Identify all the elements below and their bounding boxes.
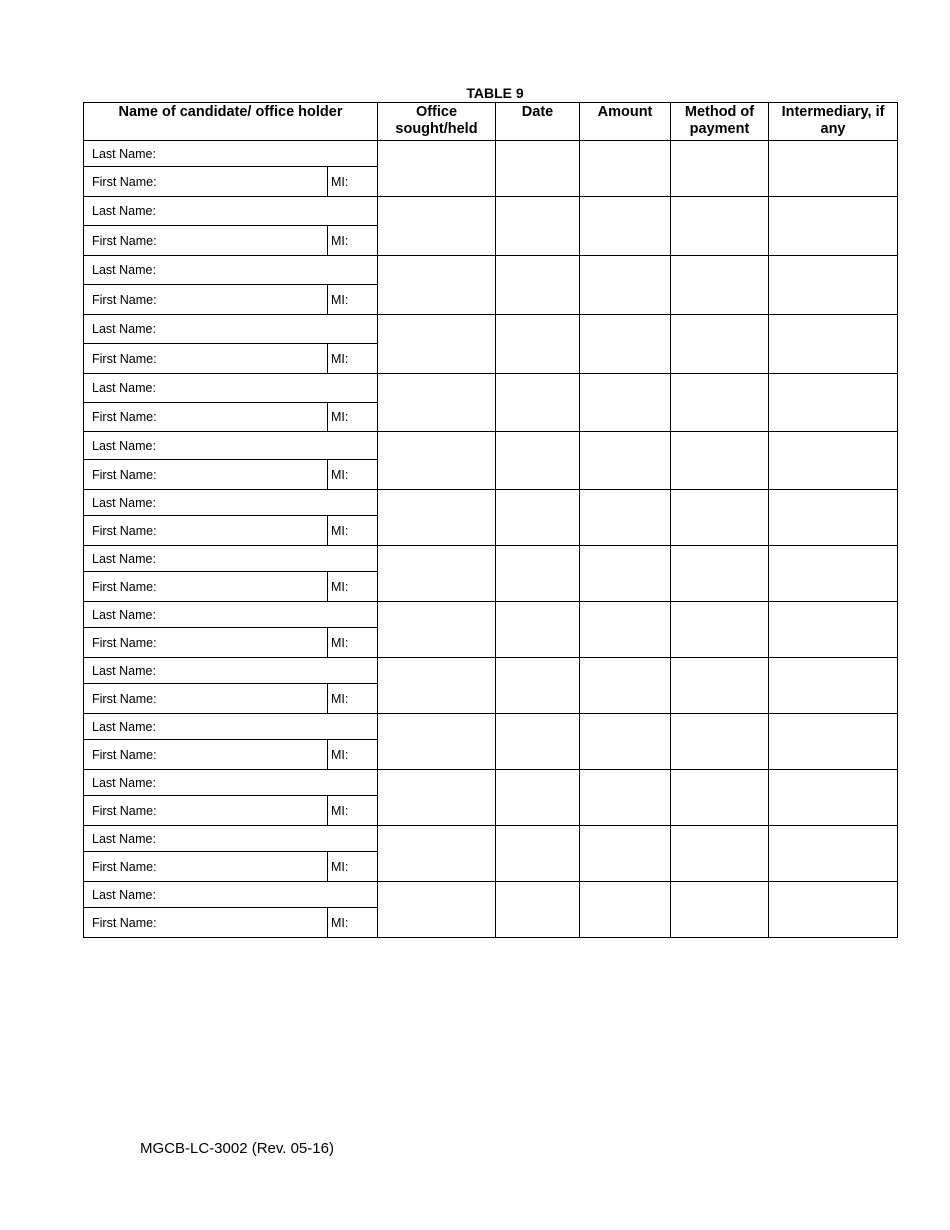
entry-row-last bbox=[84, 490, 898, 516]
office-field[interactable] bbox=[378, 714, 496, 770]
last-name-field[interactable]: Last Name: bbox=[84, 432, 378, 460]
first-name-field[interactable]: First Name: bbox=[84, 344, 328, 374]
amount-field[interactable] bbox=[580, 490, 671, 546]
middle-initial-field[interactable]: MI: bbox=[328, 344, 378, 374]
method-field[interactable] bbox=[671, 432, 769, 490]
amount-field[interactable] bbox=[580, 602, 671, 658]
date-field[interactable] bbox=[496, 490, 580, 546]
entry-row-last bbox=[84, 141, 898, 167]
last-name-field[interactable]: Last Name: bbox=[84, 770, 378, 796]
entry-row-last bbox=[84, 197, 898, 226]
last-name-field[interactable]: Last Name: bbox=[84, 315, 378, 344]
date-field[interactable] bbox=[496, 826, 580, 882]
date-field[interactable] bbox=[496, 432, 580, 490]
intermediary-field[interactable] bbox=[769, 432, 898, 490]
date-field[interactable] bbox=[496, 546, 580, 602]
intermediary-field[interactable] bbox=[769, 770, 898, 826]
date-field[interactable] bbox=[496, 374, 580, 432]
middle-initial-field[interactable]: MI: bbox=[328, 403, 378, 432]
first-name-field[interactable]: First Name: bbox=[84, 908, 328, 938]
date-field[interactable] bbox=[496, 315, 580, 374]
date-field[interactable] bbox=[496, 602, 580, 658]
last-name-field[interactable]: Last Name: bbox=[84, 256, 378, 285]
middle-initial-field[interactable]: MI: bbox=[328, 285, 378, 315]
first-name-field[interactable]: First Name: bbox=[84, 226, 328, 256]
date-field[interactable] bbox=[496, 197, 580, 256]
intermediary-field[interactable] bbox=[769, 658, 898, 714]
middle-initial-field[interactable]: MI: bbox=[328, 226, 378, 256]
method-field[interactable] bbox=[671, 315, 769, 374]
office-field[interactable] bbox=[378, 432, 496, 490]
office-field[interactable] bbox=[378, 882, 496, 938]
header-date: Date bbox=[496, 103, 580, 141]
table-title: TABLE 9 bbox=[466, 85, 524, 101]
amount-field[interactable] bbox=[580, 315, 671, 374]
method-field[interactable] bbox=[671, 197, 769, 256]
middle-initial-field[interactable]: MI: bbox=[328, 460, 378, 490]
intermediary-field[interactable] bbox=[769, 315, 898, 374]
last-name-field[interactable]: Last Name: bbox=[84, 602, 378, 628]
amount-field[interactable] bbox=[580, 141, 671, 197]
date-field[interactable] bbox=[496, 714, 580, 770]
header-name: Name of candidate/ office holder bbox=[84, 103, 378, 141]
last-name-field[interactable]: Last Name: bbox=[84, 546, 378, 572]
intermediary-field[interactable] bbox=[769, 141, 898, 197]
entry-row-last bbox=[84, 658, 898, 684]
entry-row-last bbox=[84, 826, 898, 852]
entry-row-last bbox=[84, 256, 898, 285]
last-name-field[interactable]: Last Name: bbox=[84, 714, 378, 740]
office-field[interactable] bbox=[378, 546, 496, 602]
date-field[interactable] bbox=[496, 141, 580, 197]
amount-field[interactable] bbox=[580, 374, 671, 432]
entry-row-last bbox=[84, 374, 898, 403]
header-row bbox=[84, 103, 898, 141]
intermediary-field[interactable] bbox=[769, 490, 898, 546]
middle-initial-field[interactable]: MI: bbox=[328, 740, 378, 770]
amount-field[interactable] bbox=[580, 432, 671, 490]
entry-row-last bbox=[84, 770, 898, 796]
method-field[interactable] bbox=[671, 770, 769, 826]
office-field[interactable] bbox=[378, 141, 496, 197]
middle-initial-field[interactable]: MI: bbox=[328, 516, 378, 546]
first-name-field[interactable]: First Name: bbox=[84, 460, 328, 490]
middle-initial-field[interactable]: MI: bbox=[328, 572, 378, 602]
middle-initial-field[interactable]: MI: bbox=[328, 167, 378, 197]
intermediary-field[interactable] bbox=[769, 826, 898, 882]
middle-initial-field[interactable]: MI: bbox=[328, 684, 378, 714]
office-field[interactable] bbox=[378, 197, 496, 256]
first-name-field[interactable]: First Name: bbox=[84, 572, 328, 602]
date-field[interactable] bbox=[496, 882, 580, 938]
first-name-field[interactable]: First Name: bbox=[84, 628, 328, 658]
method-field[interactable] bbox=[671, 658, 769, 714]
middle-initial-field[interactable]: MI: bbox=[328, 628, 378, 658]
office-field[interactable] bbox=[378, 602, 496, 658]
amount-field[interactable] bbox=[580, 882, 671, 938]
method-field[interactable] bbox=[671, 826, 769, 882]
entry-row-last bbox=[84, 315, 898, 344]
intermediary-field[interactable] bbox=[769, 714, 898, 770]
amount-field[interactable] bbox=[580, 197, 671, 256]
entry-row-last bbox=[84, 602, 898, 628]
method-field[interactable] bbox=[671, 374, 769, 432]
last-name-field[interactable]: Last Name: bbox=[84, 826, 378, 852]
middle-initial-field[interactable]: MI: bbox=[328, 852, 378, 882]
intermediary-field[interactable] bbox=[769, 256, 898, 315]
method-field[interactable] bbox=[671, 256, 769, 315]
first-name-field[interactable]: First Name: bbox=[84, 403, 328, 432]
intermediary-field[interactable] bbox=[769, 374, 898, 432]
last-name-field[interactable]: Last Name: bbox=[84, 374, 378, 403]
date-field[interactable] bbox=[496, 658, 580, 714]
office-field[interactable] bbox=[378, 658, 496, 714]
office-field[interactable] bbox=[378, 315, 496, 374]
first-name-field[interactable]: First Name: bbox=[84, 285, 328, 315]
method-field[interactable] bbox=[671, 882, 769, 938]
first-name-field[interactable]: First Name: bbox=[84, 167, 328, 197]
middle-initial-field[interactable]: MI: bbox=[328, 796, 378, 826]
method-field[interactable] bbox=[671, 490, 769, 546]
first-name-field[interactable]: First Name: bbox=[84, 516, 328, 546]
intermediary-field[interactable] bbox=[769, 546, 898, 602]
entry-row-last bbox=[84, 432, 898, 460]
intermediary-field[interactable] bbox=[769, 197, 898, 256]
date-field[interactable] bbox=[496, 256, 580, 315]
intermediary-field[interactable] bbox=[769, 602, 898, 658]
first-name-field[interactable]: First Name: bbox=[84, 796, 328, 826]
office-field[interactable] bbox=[378, 770, 496, 826]
header-office: Office sought/held bbox=[378, 103, 496, 141]
date-field[interactable] bbox=[496, 770, 580, 826]
amount-field[interactable] bbox=[580, 658, 671, 714]
method-field[interactable] bbox=[671, 602, 769, 658]
last-name-field[interactable]: Last Name: bbox=[84, 658, 378, 684]
last-name-field[interactable]: Last Name: bbox=[84, 882, 378, 908]
office-field[interactable] bbox=[378, 374, 496, 432]
amount-field[interactable] bbox=[580, 826, 671, 882]
amount-field[interactable] bbox=[580, 546, 671, 602]
header-method: Method of payment bbox=[671, 103, 769, 141]
method-field[interactable] bbox=[671, 546, 769, 602]
office-field[interactable] bbox=[378, 826, 496, 882]
header-amount: Amount bbox=[580, 103, 671, 141]
entry-row-last bbox=[84, 882, 898, 908]
intermediary-field[interactable] bbox=[769, 882, 898, 938]
last-name-field[interactable]: Last Name: bbox=[84, 197, 378, 226]
first-name-field[interactable]: First Name: bbox=[84, 740, 328, 770]
office-field[interactable] bbox=[378, 256, 496, 315]
first-name-field[interactable]: First Name: bbox=[84, 852, 328, 882]
amount-field[interactable] bbox=[580, 256, 671, 315]
amount-field[interactable] bbox=[580, 770, 671, 826]
entry-row-last bbox=[84, 546, 898, 572]
office-field[interactable] bbox=[378, 490, 496, 546]
header-intermediary: Intermediary, if any bbox=[769, 103, 898, 141]
first-name-field[interactable]: First Name: bbox=[84, 684, 328, 714]
entry-row-last bbox=[84, 714, 898, 740]
candidate-table bbox=[83, 102, 898, 938]
last-name-field[interactable]: Last Name: bbox=[84, 141, 378, 167]
form-number: MGCB-LC-3002 (Rev. 05-16) bbox=[140, 1140, 334, 1157]
method-field[interactable] bbox=[671, 714, 769, 770]
method-field[interactable] bbox=[671, 141, 769, 197]
last-name-field[interactable]: Last Name: bbox=[84, 490, 378, 516]
middle-initial-field[interactable]: MI: bbox=[328, 908, 378, 938]
amount-field[interactable] bbox=[580, 714, 671, 770]
